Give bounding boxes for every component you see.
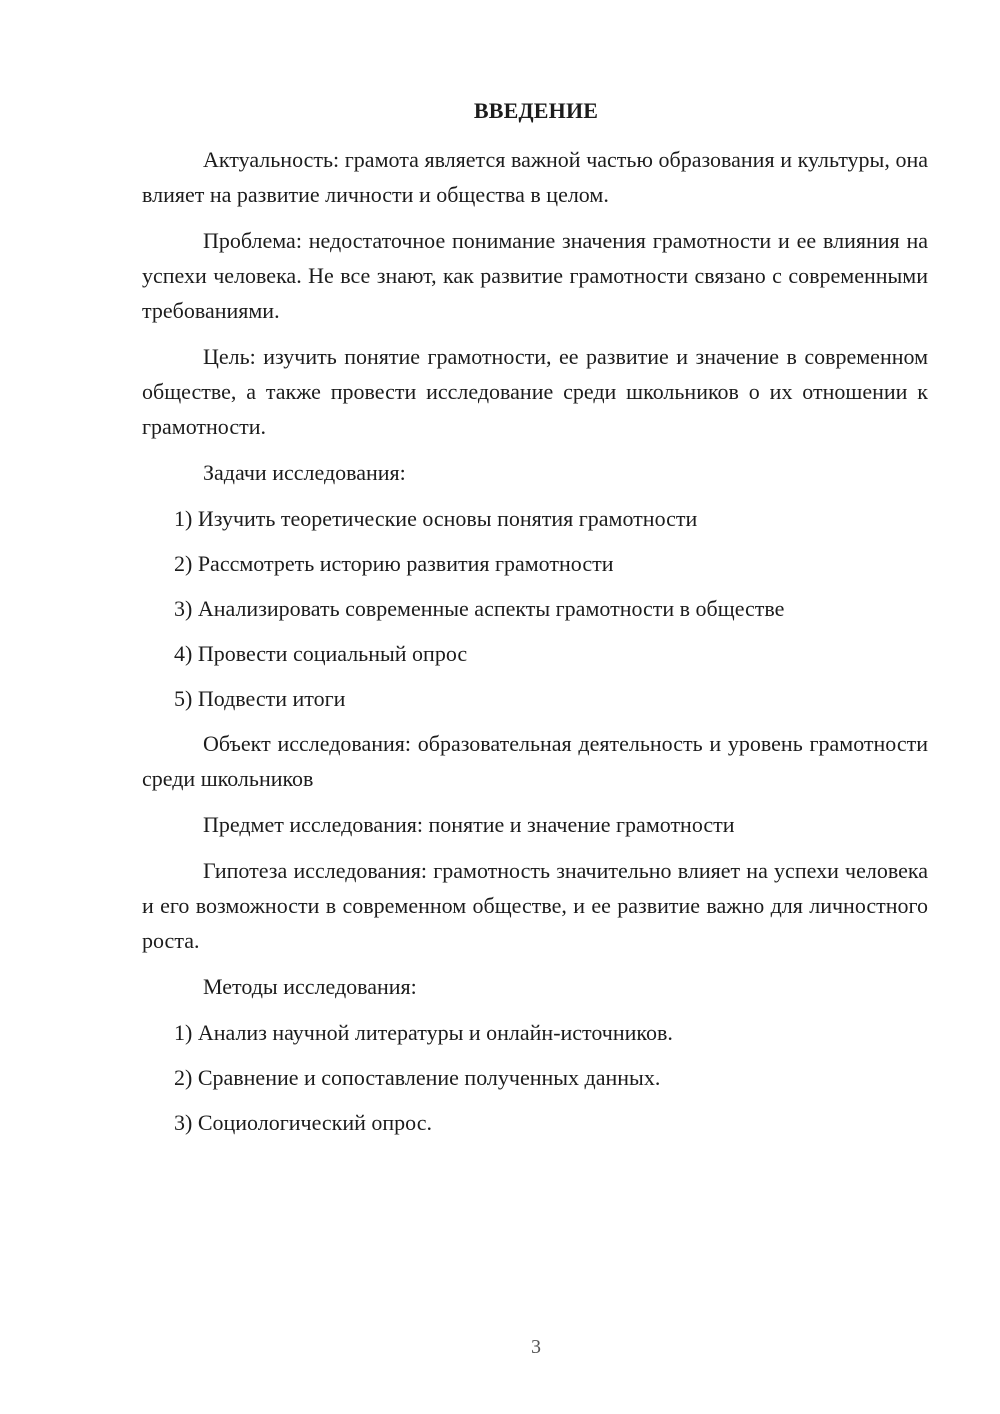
methods-list — [142, 1015, 928, 1140]
list-item: 5) Подвести итоги — [174, 686, 346, 711]
page-number: 3 — [531, 1336, 541, 1358]
goal-paragraph: Цель: изучить понятие грамотности, ее развитие и значение в современном обществе, а также провести исследование среди школьников о их отношении к грамотности. — [142, 344, 928, 439]
methods-heading: Методы исследования: — [203, 974, 417, 999]
relevance-paragraph: Актуальность: грамота является важной частью образования и культуры, она влияет на развитие личности и общества в целом. — [142, 147, 928, 207]
page-title: ВВЕДЕНИЕ — [473, 98, 599, 123]
list-item: 2) Рассмотреть историю развития грамотности — [174, 551, 614, 576]
list-item: 1) Изучить теоретические основы понятия грамотности — [174, 506, 698, 531]
subject-paragraph: Предмет исследования: понятие и значение грамотности — [203, 812, 735, 837]
list-item: 1) Анализ научной литературы и онлайн-источников. — [174, 1020, 673, 1045]
document-body — [142, 142, 928, 1150]
hypothesis-paragraph: Гипотеза исследования: грамотность значительно влияет на успехи человека и его возможности в современном обществе, и ее развитие важно для личностного роста. — [142, 858, 928, 953]
object-paragraph: Объект исследования: образовательная деятельность и уровень грамотности среди школьников — [142, 731, 928, 791]
list-item: 3) Социологический опрос. — [174, 1110, 432, 1135]
problem-paragraph: Проблема: недостаточное понимание значения грамотности и ее влияния на успехи человека. Не все знают, как развитие грамотности связано с современными требованиями. — [142, 228, 928, 323]
list-item: 3) Анализировать современные аспекты грамотности в обществе — [174, 596, 785, 621]
list-item: 4) Провести социальный опрос — [174, 641, 468, 666]
tasks-list — [142, 501, 928, 716]
tasks-heading: Задачи исследования: — [203, 460, 406, 485]
list-item: 2) Сравнение и сопоставление полученных данных. — [174, 1065, 661, 1090]
